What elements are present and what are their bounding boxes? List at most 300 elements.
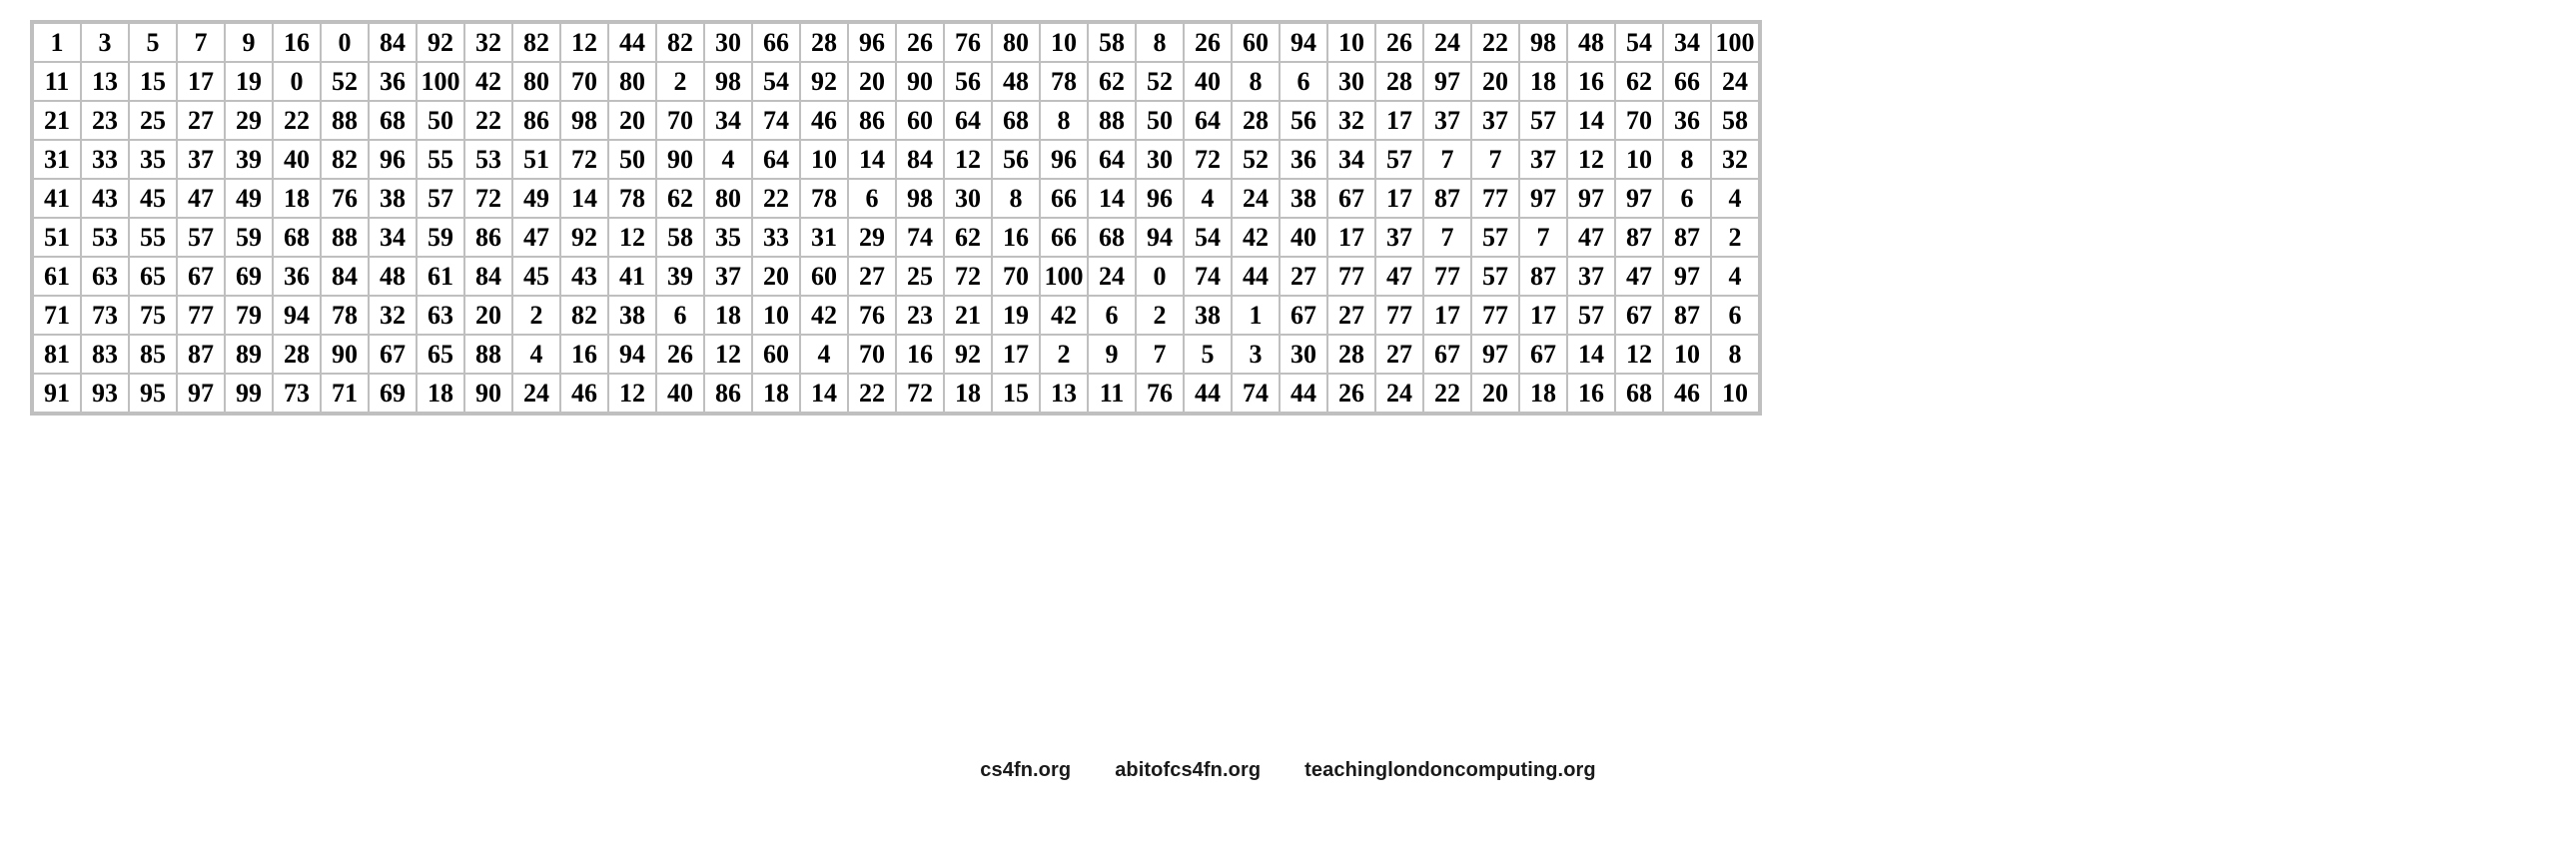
number-cell[interactable]: 77: [1472, 180, 1518, 217]
number-cell[interactable]: 14: [1568, 336, 1614, 373]
number-cell[interactable]: 23: [897, 297, 943, 334]
number-cell[interactable]: 10: [1328, 24, 1374, 61]
number-cell[interactable]: 37: [705, 258, 751, 295]
number-cell[interactable]: 56: [993, 141, 1039, 178]
number-cell[interactable]: 57: [418, 180, 463, 217]
number-cell[interactable]: 60: [897, 102, 943, 139]
number-cell[interactable]: 27: [1328, 297, 1374, 334]
number-cell[interactable]: 2: [657, 63, 703, 100]
number-cell[interactable]: 80: [993, 24, 1039, 61]
number-cell[interactable]: 49: [513, 180, 559, 217]
number-cell[interactable]: 52: [322, 63, 368, 100]
number-cell[interactable]: 77: [1424, 258, 1470, 295]
number-cell[interactable]: 50: [1137, 102, 1183, 139]
number-cell[interactable]: 10: [753, 297, 799, 334]
number-cell[interactable]: 13: [82, 63, 128, 100]
number-cell[interactable]: 0: [1137, 258, 1183, 295]
number-cell[interactable]: 3: [82, 24, 128, 61]
number-cell[interactable]: 2: [1137, 297, 1183, 334]
number-cell[interactable]: 47: [1376, 258, 1422, 295]
number-cell[interactable]: 37: [1472, 102, 1518, 139]
number-cell[interactable]: 24: [1424, 24, 1470, 61]
number-cell[interactable]: 92: [561, 219, 607, 256]
number-cell[interactable]: 16: [897, 336, 943, 373]
number-cell[interactable]: 81: [34, 336, 80, 373]
number-cell[interactable]: 70: [657, 102, 703, 139]
number-cell[interactable]: 30: [1328, 63, 1374, 100]
number-cell[interactable]: 15: [130, 63, 176, 100]
number-cell[interactable]: 16: [274, 24, 320, 61]
number-cell[interactable]: 12: [1568, 141, 1614, 178]
number-cell[interactable]: 79: [226, 297, 272, 334]
number-cell[interactable]: 29: [226, 102, 272, 139]
number-cell[interactable]: 7: [1424, 219, 1470, 256]
number-cell[interactable]: 97: [1568, 180, 1614, 217]
number-cell[interactable]: 10: [1616, 141, 1662, 178]
number-cell[interactable]: 68: [274, 219, 320, 256]
number-cell[interactable]: 54: [1616, 24, 1662, 61]
number-cell[interactable]: 13: [1041, 375, 1087, 412]
number-cell[interactable]: 66: [753, 24, 799, 61]
number-cell[interactable]: 20: [609, 102, 655, 139]
number-cell[interactable]: 98: [897, 180, 943, 217]
number-cell[interactable]: 57: [1472, 219, 1518, 256]
number-cell[interactable]: 86: [513, 102, 559, 139]
number-cell[interactable]: 46: [801, 102, 847, 139]
number-cell[interactable]: 57: [1376, 141, 1422, 178]
number-cell[interactable]: 39: [226, 141, 272, 178]
number-cell[interactable]: 2: [1712, 219, 1758, 256]
number-cell[interactable]: 82: [657, 24, 703, 61]
number-cell[interactable]: 64: [945, 102, 991, 139]
number-cell[interactable]: 84: [465, 258, 511, 295]
number-cell[interactable]: 48: [370, 258, 416, 295]
number-cell[interactable]: 68: [370, 102, 416, 139]
number-cell[interactable]: 10: [1041, 24, 1087, 61]
number-cell[interactable]: 26: [1328, 375, 1374, 412]
number-cell[interactable]: 66: [1664, 63, 1710, 100]
number-cell[interactable]: 34: [705, 102, 751, 139]
number-cell[interactable]: 37: [1568, 258, 1614, 295]
number-cell[interactable]: 77: [1472, 297, 1518, 334]
number-cell[interactable]: 15: [993, 375, 1039, 412]
number-cell[interactable]: 44: [1233, 258, 1279, 295]
number-cell[interactable]: 12: [561, 24, 607, 61]
number-cell[interactable]: 45: [513, 258, 559, 295]
number-cell[interactable]: 59: [418, 219, 463, 256]
number-cell[interactable]: 86: [705, 375, 751, 412]
number-cell[interactable]: 87: [1520, 258, 1566, 295]
number-cell[interactable]: 100: [1041, 258, 1087, 295]
number-cell[interactable]: 38: [1281, 180, 1326, 217]
number-cell[interactable]: 67: [1328, 180, 1374, 217]
number-cell[interactable]: 24: [1712, 63, 1758, 100]
number-cell[interactable]: 9: [226, 24, 272, 61]
number-cell[interactable]: 94: [609, 336, 655, 373]
number-cell[interactable]: 98: [1520, 24, 1566, 61]
number-cell[interactable]: 48: [993, 63, 1039, 100]
number-cell[interactable]: 32: [1712, 141, 1758, 178]
number-cell[interactable]: 74: [1185, 258, 1231, 295]
number-cell[interactable]: 30: [1137, 141, 1183, 178]
number-cell[interactable]: 30: [1281, 336, 1326, 373]
number-cell[interactable]: 17: [993, 336, 1039, 373]
number-cell[interactable]: 83: [82, 336, 128, 373]
number-cell[interactable]: 90: [322, 336, 368, 373]
number-cell[interactable]: 67: [1281, 297, 1326, 334]
number-cell[interactable]: 18: [705, 297, 751, 334]
number-cell[interactable]: 76: [945, 24, 991, 61]
number-cell[interactable]: 36: [1281, 141, 1326, 178]
number-cell[interactable]: 78: [801, 180, 847, 217]
number-cell[interactable]: 36: [1664, 102, 1710, 139]
number-cell[interactable]: 12: [609, 219, 655, 256]
number-cell[interactable]: 54: [753, 63, 799, 100]
number-cell[interactable]: 34: [1664, 24, 1710, 61]
number-cell[interactable]: 10: [1664, 336, 1710, 373]
footer-site-link[interactable]: teachinglondoncomputing.org: [1304, 759, 1596, 781]
number-cell[interactable]: 72: [897, 375, 943, 412]
number-cell[interactable]: 24: [1376, 375, 1422, 412]
number-cell[interactable]: 80: [705, 180, 751, 217]
number-cell[interactable]: 40: [657, 375, 703, 412]
number-cell[interactable]: 4: [705, 141, 751, 178]
number-cell[interactable]: 94: [1137, 219, 1183, 256]
number-cell[interactable]: 49: [226, 180, 272, 217]
number-cell[interactable]: 40: [1185, 63, 1231, 100]
number-cell[interactable]: 80: [609, 63, 655, 100]
number-cell[interactable]: 98: [705, 63, 751, 100]
number-cell[interactable]: 93: [82, 375, 128, 412]
number-cell[interactable]: 70: [561, 63, 607, 100]
number-cell[interactable]: 88: [1089, 102, 1135, 139]
number-cell[interactable]: 63: [418, 297, 463, 334]
number-cell[interactable]: 62: [1089, 63, 1135, 100]
number-cell[interactable]: 58: [1089, 24, 1135, 61]
number-cell[interactable]: 60: [753, 336, 799, 373]
number-cell[interactable]: 66: [1041, 219, 1087, 256]
number-cell[interactable]: 57: [1520, 102, 1566, 139]
number-cell[interactable]: 76: [322, 180, 368, 217]
number-cell[interactable]: 42: [1233, 219, 1279, 256]
number-cell[interactable]: 61: [34, 258, 80, 295]
number-cell[interactable]: 35: [130, 141, 176, 178]
number-cell[interactable]: 26: [1376, 24, 1422, 61]
number-cell[interactable]: 14: [849, 141, 895, 178]
number-cell[interactable]: 17: [1424, 297, 1470, 334]
number-cell[interactable]: 40: [1281, 219, 1326, 256]
number-cell[interactable]: 45: [130, 180, 176, 217]
number-cell[interactable]: 31: [34, 141, 80, 178]
number-cell[interactable]: 97: [178, 375, 224, 412]
number-cell[interactable]: 0: [322, 24, 368, 61]
number-cell[interactable]: 12: [945, 141, 991, 178]
number-cell[interactable]: 77: [178, 297, 224, 334]
number-cell[interactable]: 87: [1664, 297, 1710, 334]
number-cell[interactable]: 1: [1233, 297, 1279, 334]
number-cell[interactable]: 7: [1424, 141, 1470, 178]
number-cell[interactable]: 50: [418, 102, 463, 139]
number-cell[interactable]: 17: [1520, 297, 1566, 334]
number-cell[interactable]: 90: [657, 141, 703, 178]
number-cell[interactable]: 20: [753, 258, 799, 295]
number-cell[interactable]: 91: [34, 375, 80, 412]
number-cell[interactable]: 96: [1041, 141, 1087, 178]
number-cell[interactable]: 43: [561, 258, 607, 295]
number-cell[interactable]: 39: [657, 258, 703, 295]
number-cell[interactable]: 82: [322, 141, 368, 178]
number-cell[interactable]: 20: [1472, 63, 1518, 100]
number-cell[interactable]: 14: [801, 375, 847, 412]
number-cell[interactable]: 22: [465, 102, 511, 139]
number-cell[interactable]: 8: [993, 180, 1039, 217]
number-cell[interactable]: 14: [561, 180, 607, 217]
number-cell[interactable]: 16: [1568, 375, 1614, 412]
number-cell[interactable]: 18: [418, 375, 463, 412]
number-cell[interactable]: 32: [1328, 102, 1374, 139]
number-cell[interactable]: 66: [1041, 180, 1087, 217]
number-cell[interactable]: 26: [897, 24, 943, 61]
number-cell[interactable]: 47: [513, 219, 559, 256]
number-cell[interactable]: 18: [1520, 63, 1566, 100]
number-cell[interactable]: 38: [609, 297, 655, 334]
number-cell[interactable]: 22: [753, 180, 799, 217]
number-cell[interactable]: 11: [34, 63, 80, 100]
number-cell[interactable]: 36: [274, 258, 320, 295]
number-cell[interactable]: 71: [34, 297, 80, 334]
number-cell[interactable]: 9: [1089, 336, 1135, 373]
number-cell[interactable]: 19: [226, 63, 272, 100]
number-cell[interactable]: 53: [82, 219, 128, 256]
number-cell[interactable]: 57: [1568, 297, 1614, 334]
number-cell[interactable]: 80: [513, 63, 559, 100]
number-cell[interactable]: 26: [657, 336, 703, 373]
number-cell[interactable]: 54: [1185, 219, 1231, 256]
number-cell[interactable]: 100: [1712, 24, 1758, 61]
number-cell[interactable]: 44: [1281, 375, 1326, 412]
number-cell[interactable]: 12: [1616, 336, 1662, 373]
number-cell[interactable]: 11: [1089, 375, 1135, 412]
number-cell[interactable]: 64: [1089, 141, 1135, 178]
number-cell[interactable]: 96: [1137, 180, 1183, 217]
number-cell[interactable]: 97: [1664, 258, 1710, 295]
number-cell[interactable]: 25: [897, 258, 943, 295]
number-cell[interactable]: 4: [1185, 180, 1231, 217]
number-cell[interactable]: 24: [513, 375, 559, 412]
number-cell[interactable]: 27: [849, 258, 895, 295]
number-cell[interactable]: 18: [1520, 375, 1566, 412]
number-cell[interactable]: 67: [178, 258, 224, 295]
number-cell[interactable]: 50: [609, 141, 655, 178]
number-cell[interactable]: 6: [849, 180, 895, 217]
number-cell[interactable]: 32: [465, 24, 511, 61]
number-cell[interactable]: 72: [465, 180, 511, 217]
number-cell[interactable]: 14: [1089, 180, 1135, 217]
number-cell[interactable]: 88: [322, 219, 368, 256]
number-cell[interactable]: 87: [1424, 180, 1470, 217]
number-cell[interactable]: 41: [609, 258, 655, 295]
number-cell[interactable]: 17: [1328, 219, 1374, 256]
number-cell[interactable]: 31: [801, 219, 847, 256]
number-cell[interactable]: 23: [82, 102, 128, 139]
number-cell[interactable]: 63: [82, 258, 128, 295]
number-cell[interactable]: 67: [370, 336, 416, 373]
number-cell[interactable]: 57: [178, 219, 224, 256]
number-cell[interactable]: 65: [130, 258, 176, 295]
number-cell[interactable]: 55: [418, 141, 463, 178]
number-cell[interactable]: 82: [561, 297, 607, 334]
number-cell[interactable]: 75: [130, 297, 176, 334]
number-cell[interactable]: 28: [1233, 102, 1279, 139]
number-cell[interactable]: 16: [993, 219, 1039, 256]
number-cell[interactable]: 27: [1376, 336, 1422, 373]
number-cell[interactable]: 55: [130, 219, 176, 256]
number-cell[interactable]: 25: [130, 102, 176, 139]
number-cell[interactable]: 67: [1520, 336, 1566, 373]
number-cell[interactable]: 68: [1616, 375, 1662, 412]
number-cell[interactable]: 3: [1233, 336, 1279, 373]
number-cell[interactable]: 4: [801, 336, 847, 373]
number-cell[interactable]: 46: [561, 375, 607, 412]
number-cell[interactable]: 87: [1664, 219, 1710, 256]
number-cell[interactable]: 97: [1472, 336, 1518, 373]
number-cell[interactable]: 6: [1089, 297, 1135, 334]
number-cell[interactable]: 44: [1185, 375, 1231, 412]
number-cell[interactable]: 20: [849, 63, 895, 100]
number-cell[interactable]: 26: [1185, 24, 1231, 61]
number-cell[interactable]: 22: [849, 375, 895, 412]
number-cell[interactable]: 94: [274, 297, 320, 334]
number-cell[interactable]: 28: [274, 336, 320, 373]
number-cell[interactable]: 47: [1568, 219, 1614, 256]
number-cell[interactable]: 72: [945, 258, 991, 295]
number-cell[interactable]: 62: [657, 180, 703, 217]
number-cell[interactable]: 44: [609, 24, 655, 61]
number-cell[interactable]: 19: [993, 297, 1039, 334]
number-cell[interactable]: 0: [274, 63, 320, 100]
number-cell[interactable]: 22: [1472, 24, 1518, 61]
number-cell[interactable]: 87: [178, 336, 224, 373]
footer-site-link[interactable]: abitofcs4fn.org: [1115, 759, 1262, 781]
number-cell[interactable]: 35: [705, 219, 751, 256]
number-cell[interactable]: 87: [1616, 219, 1662, 256]
number-cell[interactable]: 56: [1281, 102, 1326, 139]
number-cell[interactable]: 37: [1520, 141, 1566, 178]
number-cell[interactable]: 2: [1041, 336, 1087, 373]
number-cell[interactable]: 16: [561, 336, 607, 373]
number-cell[interactable]: 62: [945, 219, 991, 256]
number-cell[interactable]: 90: [465, 375, 511, 412]
footer-site-link[interactable]: cs4fn.org: [980, 759, 1072, 781]
number-cell[interactable]: 48: [1568, 24, 1614, 61]
number-cell[interactable]: 8: [1233, 63, 1279, 100]
number-cell[interactable]: 52: [1233, 141, 1279, 178]
number-cell[interactable]: 22: [1424, 375, 1470, 412]
number-cell[interactable]: 76: [849, 297, 895, 334]
number-cell[interactable]: 58: [1712, 102, 1758, 139]
number-cell[interactable]: 8: [1137, 24, 1183, 61]
number-cell[interactable]: 18: [945, 375, 991, 412]
number-cell[interactable]: 88: [322, 102, 368, 139]
number-cell[interactable]: 60: [801, 258, 847, 295]
number-cell[interactable]: 78: [322, 297, 368, 334]
number-cell[interactable]: 74: [1233, 375, 1279, 412]
number-cell[interactable]: 24: [1233, 180, 1279, 217]
number-cell[interactable]: 17: [178, 63, 224, 100]
number-cell[interactable]: 22: [274, 102, 320, 139]
number-cell[interactable]: 77: [1328, 258, 1374, 295]
number-cell[interactable]: 34: [1328, 141, 1374, 178]
number-cell[interactable]: 24: [1089, 258, 1135, 295]
number-cell[interactable]: 5: [130, 24, 176, 61]
number-cell[interactable]: 96: [370, 141, 416, 178]
number-cell[interactable]: 29: [849, 219, 895, 256]
number-cell[interactable]: 96: [849, 24, 895, 61]
number-cell[interactable]: 97: [1424, 63, 1470, 100]
number-cell[interactable]: 97: [1616, 180, 1662, 217]
number-cell[interactable]: 100: [418, 63, 463, 100]
number-cell[interactable]: 74: [897, 219, 943, 256]
number-cell[interactable]: 58: [657, 219, 703, 256]
number-cell[interactable]: 84: [370, 24, 416, 61]
number-cell[interactable]: 53: [465, 141, 511, 178]
number-cell[interactable]: 16: [1568, 63, 1614, 100]
number-cell[interactable]: 36: [370, 63, 416, 100]
number-cell[interactable]: 38: [1185, 297, 1231, 334]
number-cell[interactable]: 7: [1137, 336, 1183, 373]
number-cell[interactable]: 72: [1185, 141, 1231, 178]
number-cell[interactable]: 86: [849, 102, 895, 139]
number-cell[interactable]: 92: [418, 24, 463, 61]
number-cell[interactable]: 28: [801, 24, 847, 61]
number-cell[interactable]: 14: [1568, 102, 1614, 139]
number-cell[interactable]: 6: [657, 297, 703, 334]
number-cell[interactable]: 62: [1616, 63, 1662, 100]
number-cell[interactable]: 47: [1616, 258, 1662, 295]
number-cell[interactable]: 42: [1041, 297, 1087, 334]
number-cell[interactable]: 37: [1376, 219, 1422, 256]
number-cell[interactable]: 12: [609, 375, 655, 412]
number-cell[interactable]: 10: [801, 141, 847, 178]
number-cell[interactable]: 17: [1376, 102, 1422, 139]
number-cell[interactable]: 21: [34, 102, 80, 139]
number-cell[interactable]: 8: [1712, 336, 1758, 373]
number-cell[interactable]: 65: [418, 336, 463, 373]
number-cell[interactable]: 99: [226, 375, 272, 412]
number-cell[interactable]: 30: [705, 24, 751, 61]
number-cell[interactable]: 6: [1281, 63, 1326, 100]
number-cell[interactable]: 85: [130, 336, 176, 373]
number-cell[interactable]: 57: [1472, 258, 1518, 295]
number-cell[interactable]: 95: [130, 375, 176, 412]
number-cell[interactable]: 51: [513, 141, 559, 178]
number-cell[interactable]: 5: [1185, 336, 1231, 373]
number-cell[interactable]: 46: [1664, 375, 1710, 412]
number-cell[interactable]: 43: [82, 180, 128, 217]
number-cell[interactable]: 4: [1712, 258, 1758, 295]
number-cell[interactable]: 67: [1424, 336, 1470, 373]
number-cell[interactable]: 56: [945, 63, 991, 100]
number-cell[interactable]: 8: [1041, 102, 1087, 139]
number-cell[interactable]: 70: [993, 258, 1039, 295]
number-cell[interactable]: 88: [465, 336, 511, 373]
number-cell[interactable]: 4: [513, 336, 559, 373]
number-cell[interactable]: 28: [1376, 63, 1422, 100]
number-cell[interactable]: 32: [370, 297, 416, 334]
number-cell[interactable]: 4: [1712, 180, 1758, 217]
number-cell[interactable]: 8: [1664, 141, 1710, 178]
number-cell[interactable]: 77: [1376, 297, 1422, 334]
